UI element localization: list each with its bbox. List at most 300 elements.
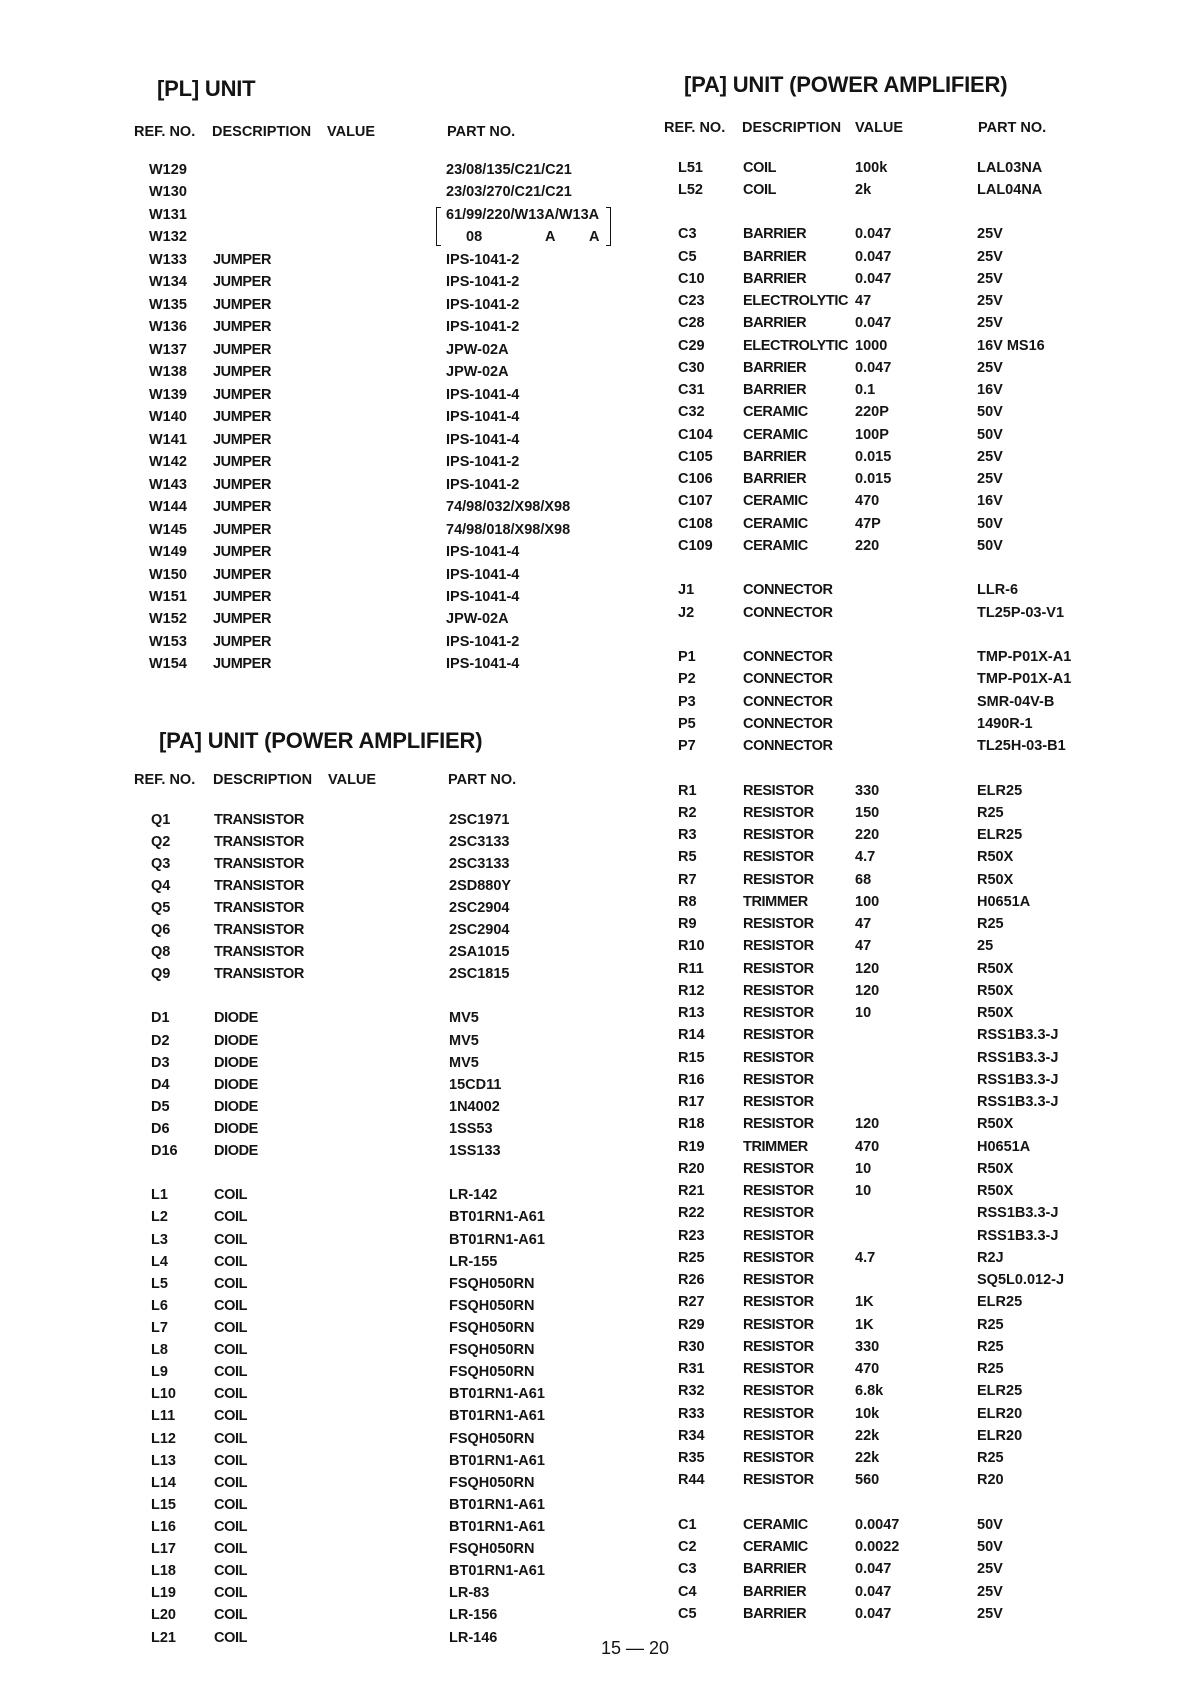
part-no-cell: 74/98/018/X98/X98 [446, 521, 571, 538]
ref-no-cell: R30 [678, 1338, 705, 1355]
table-row [0, 357, 1191, 379]
table-row [0, 1202, 1191, 1224]
part-no-cell: 16V MS16 [977, 337, 1045, 354]
ref-no-cell: C108 [678, 515, 713, 532]
description-cell: CONNECTOR [743, 738, 833, 755]
ref-no-cell: D16 [151, 1143, 178, 1160]
description-cell: JUMPER [213, 274, 272, 291]
ref-no-cell: W133 [149, 251, 187, 268]
ref-no-cell: C106 [678, 471, 713, 488]
description-cell: JUMPER [213, 409, 272, 426]
part-no-cell: 25V [977, 471, 1003, 488]
value-cell: 100k [855, 159, 888, 176]
description-cell: CONNECTOR [743, 604, 833, 621]
value-cell: 68 [855, 871, 872, 888]
description-cell: COIL [214, 1607, 248, 1624]
column-header-ref-no: REF. NO. [134, 771, 196, 788]
part-no-cell: 50V [977, 1539, 1003, 1556]
part-no-cell: 2SC2904 [449, 899, 510, 916]
description-cell: RESISTOR [743, 916, 814, 933]
part-no-cell: LR-83 [449, 1585, 490, 1602]
description-cell: RESISTOR [743, 982, 814, 999]
ref-no-cell: L7 [151, 1320, 168, 1337]
part-no-cell: FSQH050RN [449, 1474, 535, 1491]
value-cell: 0.047 [855, 315, 892, 332]
ref-no-cell: W129 [149, 161, 187, 178]
description-cell: TRANSISTOR [214, 922, 304, 939]
table-row [0, 780, 1191, 802]
ref-no-cell: R9 [678, 916, 697, 933]
table-row [0, 1603, 1191, 1625]
description-cell: CONNECTOR [743, 715, 833, 732]
part-no-cell: R50X [977, 1116, 1014, 1133]
value-cell: 330 [855, 782, 880, 799]
ref-no-cell: W150 [149, 566, 187, 583]
part-no-variant: A [589, 229, 600, 246]
part-no-cell: SMR-04V-B [977, 693, 1055, 710]
value-cell: 330 [855, 1338, 880, 1355]
table-row [0, 401, 1191, 423]
description-cell: RESISTOR [743, 960, 814, 977]
description-cell: TRANSISTOR [214, 833, 304, 850]
column-header-value: VALUE [855, 119, 904, 136]
description-cell: COIL [214, 1541, 248, 1558]
part-no-cell: IPS-1041-4 [446, 386, 520, 403]
ref-no-cell: L9 [151, 1364, 168, 1381]
part-no-cell: IPS-1041-2 [446, 296, 520, 313]
ref-no-cell: P2 [678, 671, 696, 688]
ref-no-cell: W145 [149, 521, 187, 538]
description-cell: COIL [214, 1320, 248, 1337]
section-title: [PL] UNIT [157, 76, 256, 101]
part-no-cell: 25 [977, 938, 994, 955]
ref-no-cell: C10 [678, 270, 705, 287]
column-header-row [0, 117, 1191, 139]
description-cell: CERAMIC [743, 493, 808, 510]
description-cell: COIL [214, 1253, 248, 1270]
description-cell: JUMPER [213, 521, 272, 538]
ref-no-cell: L8 [151, 1342, 168, 1359]
value-cell: 1K [855, 1316, 874, 1333]
description-cell: RESISTOR [743, 1383, 814, 1400]
description-cell: RESISTOR [743, 871, 814, 888]
ref-no-cell: W131 [149, 206, 187, 223]
ref-no-cell: L11 [151, 1408, 176, 1425]
table-row [0, 379, 1191, 401]
description-cell: BARRIER [743, 471, 807, 488]
ref-no-cell: Q8 [151, 944, 171, 961]
value-cell: 47 [855, 293, 872, 310]
ref-no-cell: R15 [678, 1049, 705, 1066]
value-cell: 470 [855, 1138, 880, 1155]
value-cell: 0.047 [855, 226, 892, 243]
ref-no-cell: C23 [678, 293, 705, 310]
part-no-cell: 23/03/270/C21/C21 [446, 184, 572, 201]
part-no-cell: BT01RN1-A61 [449, 1563, 545, 1580]
table-row [0, 1425, 1191, 1447]
description-cell: COIL [214, 1297, 248, 1314]
page-number: 15 — 20 [601, 1638, 670, 1658]
ref-no-cell: L51 [678, 159, 703, 176]
table-row [0, 1002, 1191, 1024]
ref-no-cell: R10 [678, 938, 705, 955]
ref-no-cell: P7 [678, 738, 696, 755]
description-cell: JUMPER [213, 454, 272, 471]
description-cell: COIL [743, 181, 777, 198]
value-cell: 2k [855, 181, 872, 198]
part-no-cell: 2SC3133 [449, 855, 510, 872]
value-cell: 0.0022 [855, 1539, 900, 1556]
description-cell: RESISTOR [743, 1472, 814, 1489]
parts-list [0, 157, 1191, 1626]
table-row [0, 1314, 1191, 1336]
ref-no-cell: C1 [678, 1516, 697, 1533]
ref-no-cell: C30 [678, 359, 705, 376]
table-row [0, 1447, 1191, 1469]
description-cell: COIL [214, 1519, 248, 1535]
description-cell: JUMPER [213, 296, 272, 313]
description-cell: JUMPER [213, 589, 272, 605]
description-cell: RESISTOR [743, 804, 814, 821]
row-group [0, 579, 1191, 624]
description-cell: BARRIER [743, 448, 807, 465]
value-cell: 10k [855, 1405, 880, 1422]
ref-no-cell: R33 [678, 1405, 705, 1422]
ref-no-cell: L4 [151, 1253, 168, 1270]
part-no-cell: 25V [977, 1561, 1003, 1578]
part-no-cell: IPS-1041-2 [446, 476, 520, 493]
description-cell: RESISTOR [743, 1160, 814, 1177]
description-cell: ELECTROLYTIC [743, 293, 849, 310]
ref-no-cell: P3 [678, 693, 696, 710]
ref-no-cell: L17 [151, 1541, 176, 1558]
description-cell: JUMPER [213, 251, 272, 268]
part-no-cell: R25 [977, 1316, 1004, 1333]
ref-no-cell: P5 [678, 715, 696, 732]
table-row [0, 179, 1191, 201]
description-cell: COIL [214, 1209, 248, 1226]
description-cell: DIODE [214, 1143, 258, 1160]
description-cell: ELECTROLYTIC [743, 337, 849, 354]
ref-no-cell: L10 [151, 1386, 176, 1403]
part-no-cell: IPS-1041-4 [446, 544, 520, 561]
description-cell: CONNECTOR [743, 693, 833, 710]
description-cell: BARRIER [743, 1561, 807, 1578]
ref-no-cell: R31 [678, 1361, 705, 1378]
part-no-cell: IPS-1041-2 [446, 319, 520, 336]
part-no-cell: 16V [977, 382, 1003, 399]
value-cell: 6.8k [855, 1383, 884, 1400]
ref-no-cell: L5 [151, 1275, 168, 1292]
part-no-cell: 25V [977, 293, 1003, 310]
table-row [0, 579, 1191, 601]
column-header-ref-no: REF. NO. [664, 119, 726, 136]
value-cell: 47 [855, 916, 872, 933]
value-cell: 120 [855, 982, 880, 999]
value-cell: 0.047 [855, 248, 892, 265]
value-cell: 0.047 [855, 1583, 892, 1600]
part-no-cell: 2SA1015 [449, 944, 510, 961]
ref-no-cell: L20 [151, 1607, 176, 1624]
description-cell: RESISTOR [743, 1272, 814, 1289]
ref-no-cell: C5 [678, 1605, 697, 1622]
ref-no-cell: R23 [678, 1227, 705, 1244]
part-no-cell: 74/98/032/X98/X98 [446, 499, 571, 516]
part-no-cell: IPS-1041-2 [446, 454, 520, 471]
value-cell: 47P [855, 515, 881, 532]
row-group [0, 223, 1191, 557]
part-no-cell: 2SD880Y [449, 877, 512, 894]
description-cell: COIL [214, 1231, 248, 1248]
description-cell: JUMPER [213, 656, 272, 673]
ref-no-cell: L18 [151, 1563, 176, 1580]
ref-no-cell: L2 [151, 1209, 168, 1226]
description-cell: CONNECTOR [743, 649, 833, 666]
part-no-cell: BT01RN1-A61 [449, 1231, 545, 1248]
table-row [0, 513, 1191, 535]
ref-no-cell: C4 [678, 1583, 697, 1600]
ref-no-cell: W138 [149, 364, 187, 381]
table-row [0, 1336, 1191, 1358]
part-no-cell: 50V [977, 1516, 1003, 1533]
table-row [0, 713, 1191, 735]
part-no-cell: 1490R-1 [977, 715, 1033, 732]
part-no-cell: IPS-1041-4 [446, 431, 520, 448]
description-cell: RESISTOR [743, 849, 814, 866]
part-no-cell: H0651A [977, 893, 1031, 910]
description-cell: TRIMMER [743, 1138, 808, 1155]
description-cell: BARRIER [743, 226, 807, 243]
part-no-cell: H0651A [977, 1138, 1031, 1155]
part-no-cell: IPS-1041-2 [446, 633, 520, 650]
description-cell: COIL [214, 1408, 248, 1425]
part-no-cell: LAL03NA [977, 159, 1043, 176]
ref-no-cell: R5 [678, 849, 697, 866]
table-row [0, 602, 1191, 624]
part-no-cell: ELR25 [977, 827, 1023, 844]
ref-no-cell: R22 [678, 1205, 705, 1222]
ref-no-cell: L16 [151, 1519, 176, 1535]
part-no-cell: FSQH050RN [449, 1541, 535, 1558]
description-cell: RESISTOR [743, 1116, 814, 1133]
value-cell: 0.047 [855, 359, 892, 376]
ref-no-cell: C104 [678, 426, 713, 443]
value-cell: 0.1 [855, 382, 876, 399]
description-cell: RESISTOR [743, 1405, 814, 1422]
table-row [0, 157, 1191, 179]
description-cell: JUMPER [213, 544, 272, 561]
table-row [0, 1069, 1191, 1091]
description-cell: BARRIER [743, 1583, 807, 1600]
table-row [0, 1469, 1191, 1491]
description-cell: BARRIER [743, 382, 807, 399]
part-no-cell: R2J [977, 1249, 1004, 1266]
table-row [0, 246, 1191, 268]
ref-no-cell: R44 [678, 1472, 705, 1489]
value-cell: 4.7 [855, 1249, 876, 1266]
description-cell: JUMPER [213, 319, 272, 336]
part-no-cell: 25V [977, 226, 1003, 243]
table-row [0, 335, 1191, 357]
part-no-cell: FSQH050RN [449, 1430, 535, 1447]
ref-no-cell: W134 [149, 274, 187, 291]
description-cell: CERAMIC [743, 537, 808, 554]
description-cell: COIL [214, 1496, 248, 1513]
part-no-cell: 50V [977, 515, 1003, 532]
ref-no-cell: R13 [678, 1005, 705, 1022]
ref-no-cell: D5 [151, 1098, 170, 1115]
description-cell: COIL [214, 1629, 248, 1646]
column-header-description: DESCRIPTION [213, 771, 313, 788]
ref-no-cell: W152 [149, 611, 187, 628]
table-row [0, 646, 1191, 668]
value-cell: 22k [855, 1427, 880, 1444]
part-no-cell: 25V [977, 315, 1003, 332]
ref-no-cell: R35 [678, 1450, 705, 1467]
description-cell: DIODE [214, 1032, 258, 1049]
description-cell: JUMPER [213, 341, 272, 358]
table-row [0, 1581, 1191, 1603]
ref-no-cell: C107 [678, 493, 713, 510]
ref-no-cell: R7 [678, 871, 697, 888]
part-no-cell: RSS1B3.3-J [977, 1071, 1059, 1088]
description-cell: DIODE [214, 1054, 258, 1071]
description-cell: TRIMMER [743, 893, 808, 910]
table-row [0, 824, 1191, 846]
description-cell: COIL [743, 159, 777, 176]
table-row [0, 980, 1191, 1002]
description-cell: TRANSISTOR [214, 966, 304, 983]
table-row [0, 802, 1191, 824]
table-row [0, 691, 1191, 713]
part-no-cell: LR-155 [449, 1253, 498, 1270]
description-cell: RESISTOR [743, 1183, 814, 1200]
description-cell: RESISTOR [743, 827, 814, 844]
ref-no-cell: W143 [149, 476, 187, 493]
part-no-cell: MV5 [449, 1010, 479, 1027]
table-row [0, 1091, 1191, 1113]
part-no-cell: 25V [977, 448, 1003, 465]
table-row [0, 446, 1191, 468]
table-row [0, 312, 1191, 334]
row-group [0, 646, 1191, 757]
part-no-cell: IPS-1041-2 [446, 251, 520, 268]
value-cell: 4.7 [855, 849, 876, 866]
part-no-cell: TMP-P01X-A1 [977, 671, 1072, 688]
section-title: [PA] UNIT (POWER AMPLIFIER) [159, 727, 483, 753]
description-cell: RESISTOR [743, 1094, 814, 1111]
part-no-cell: 25V [977, 359, 1003, 376]
part-no-cell: TL25H-03-B1 [977, 738, 1066, 755]
description-cell: RESISTOR [743, 1049, 814, 1066]
ref-no-cell: P1 [678, 649, 696, 666]
ref-no-cell: R25 [678, 1249, 705, 1266]
table-row [0, 1514, 1191, 1536]
ref-no-cell: Q9 [151, 966, 171, 983]
part-no-cell: LR-156 [449, 1607, 498, 1624]
part-no-cell: BT01RN1-A61 [449, 1496, 545, 1513]
table-row [0, 1291, 1191, 1313]
part-no-cell: R25 [977, 916, 1004, 933]
column-header-part-no: PART NO. [448, 771, 517, 788]
description-cell: TRANSISTOR [214, 944, 304, 961]
ref-no-cell: R27 [678, 1294, 705, 1311]
part-no-cell: 2SC1815 [449, 966, 510, 983]
description-cell: RESISTOR [743, 1005, 814, 1022]
description-cell: CERAMIC [743, 1516, 808, 1533]
ref-no-cell: W144 [149, 499, 187, 516]
part-no-cell: ELR25 [977, 1294, 1023, 1311]
description-cell: CONNECTOR [743, 582, 833, 599]
description-cell: RESISTOR [743, 1205, 814, 1222]
ref-no-cell: Q2 [151, 833, 171, 850]
value-cell: 100 [855, 893, 880, 910]
description-cell: RESISTOR [743, 1361, 814, 1378]
description-cell: RESISTOR [743, 1071, 814, 1088]
description-cell: BARRIER [743, 359, 807, 376]
part-no-cell: R25 [977, 804, 1004, 821]
part-no-variant: A [545, 229, 556, 246]
part-no-cell: R50X [977, 871, 1014, 888]
part-no-cell: RSS1B3.3-J [977, 1049, 1059, 1066]
part-no-cell: SQ5L0.012-J [977, 1272, 1065, 1289]
description-cell: RESISTOR [743, 1316, 814, 1333]
table-row [0, 913, 1191, 935]
part-no-cell: ELR25 [977, 782, 1023, 799]
row-group [0, 157, 1191, 202]
part-no-cell: IPS-1041-4 [446, 409, 520, 426]
value-cell: 22k [855, 1450, 880, 1467]
description-cell: JUMPER [213, 386, 272, 403]
ref-no-cell: R2 [678, 804, 697, 821]
part-no-cell: BT01RN1-A61 [449, 1452, 545, 1469]
ref-no-cell: C105 [678, 448, 713, 465]
ref-no-cell: Q4 [151, 877, 171, 894]
description-cell: RESISTOR [743, 1294, 814, 1311]
part-no-cell: 16V [977, 493, 1003, 510]
part-no-cell: TL25P-03-V1 [977, 604, 1065, 621]
ref-no-cell: W130 [149, 184, 187, 201]
description-cell: COIL [214, 1563, 248, 1580]
part-no-cell: 1SS53 [449, 1121, 493, 1138]
ref-no-cell: Q3 [151, 855, 171, 872]
ref-no-cell: L52 [678, 181, 703, 198]
description-cell: JUMPER [213, 566, 272, 583]
ref-no-cell: C28 [678, 315, 705, 332]
part-no-cell: RSS1B3.3-J [977, 1027, 1059, 1044]
table-row [0, 1047, 1191, 1069]
part-no-cell: BT01RN1-A61 [449, 1519, 545, 1535]
row-group [0, 1514, 1191, 1625]
ref-no-cell: W136 [149, 319, 187, 336]
ref-no-cell: D3 [151, 1054, 170, 1071]
ref-no-cell: R20 [678, 1160, 705, 1177]
value-cell: 10 [855, 1160, 872, 1177]
description-cell: JUMPER [213, 476, 272, 493]
ref-no-cell: D1 [151, 1010, 170, 1027]
ref-no-cell: W132 [149, 229, 187, 246]
value-cell: 1000 [855, 337, 888, 354]
description-cell: CERAMIC [743, 426, 808, 443]
part-no-cell: R50X [977, 1183, 1014, 1200]
part-no-cell: 25V [977, 1583, 1003, 1600]
value-cell: 0.015 [855, 448, 892, 465]
value-cell: 0.047 [855, 1561, 892, 1578]
table-row [0, 1158, 1191, 1180]
ref-no-cell: R17 [678, 1094, 705, 1111]
part-no-cell: FSQH050RN [449, 1297, 535, 1314]
column-header-description: DESCRIPTION [212, 124, 312, 140]
